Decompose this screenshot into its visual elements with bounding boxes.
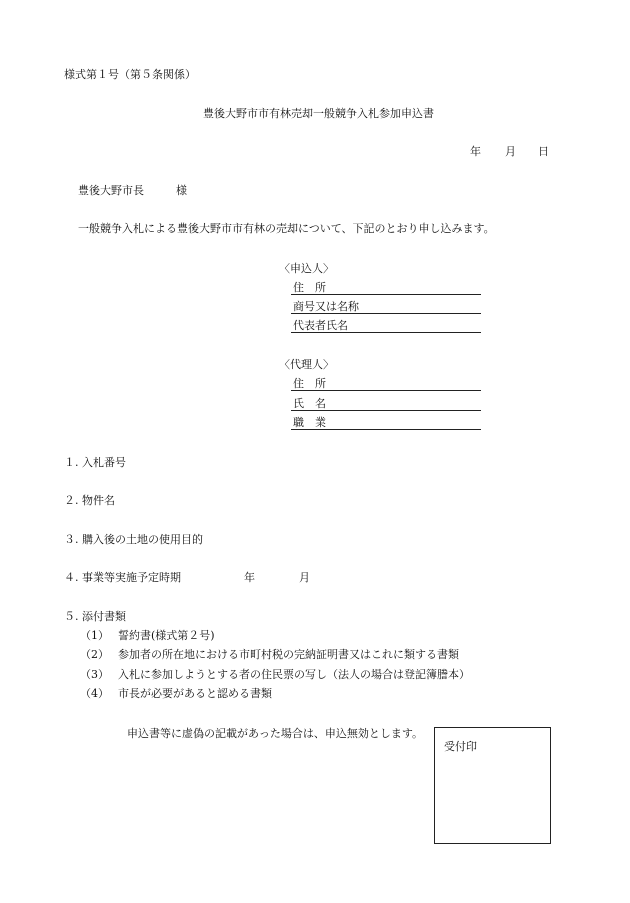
item-attachments: ５. 添付書類 bbox=[64, 610, 126, 623]
date-month-label: 月 bbox=[505, 145, 516, 158]
receipt-stamp-label: 受付印 bbox=[444, 740, 477, 753]
form-number: 様式第１号（第５条関係） bbox=[64, 68, 196, 81]
false-entry-warning: 申込書等に虚偽の記載があった場合は、申込無効とします。 bbox=[127, 727, 424, 740]
attachment-text: 入札に参加しようとする者の住民票の写し（法人の場合は登記簿謄本） bbox=[118, 668, 470, 681]
applicant-company-line[interactable] bbox=[291, 313, 481, 314]
agent-address-label: 住 所 bbox=[293, 377, 326, 390]
attachment-text: 市長が必要があると認める書類 bbox=[118, 687, 272, 700]
attachment-text: 参加者の所在地における市町村税の完納証明書又はこれに類する書類 bbox=[118, 648, 459, 661]
agent-address-line[interactable] bbox=[291, 390, 481, 391]
addressee-name: 豊後大野市長 bbox=[78, 184, 144, 197]
item-bid-number: １. 入札番号 bbox=[64, 456, 126, 469]
agent-name-label: 氏 名 bbox=[293, 397, 326, 410]
attachment-number: （2） bbox=[80, 648, 109, 661]
applicant-company-label: 商号又は名称 bbox=[293, 300, 359, 313]
applicant-address-label: 住 所 bbox=[293, 281, 326, 294]
applicant-address-line[interactable] bbox=[291, 294, 481, 295]
item-period-year-label: 年 bbox=[244, 571, 255, 584]
receipt-stamp-box bbox=[434, 727, 551, 844]
applicant-heading: 〈申込人〉 bbox=[279, 262, 334, 275]
date-day-label: 日 bbox=[538, 145, 549, 158]
attachment-number: （4） bbox=[80, 687, 109, 700]
applicant-representative-label: 代表者氏名 bbox=[293, 319, 348, 332]
item-period-month-label: 月 bbox=[299, 571, 310, 584]
applicant-representative-line[interactable] bbox=[291, 332, 481, 333]
attachment-number: （3） bbox=[80, 668, 109, 681]
item-property-name: ２. 物件名 bbox=[64, 494, 115, 507]
agent-occupation-line[interactable] bbox=[291, 429, 481, 430]
date-year-label: 年 bbox=[470, 145, 481, 158]
item-land-use-purpose: ３. 購入後の土地の使用目的 bbox=[64, 533, 203, 546]
item-implementation-period: ４. 事業等実施予定時期 bbox=[64, 571, 181, 584]
attachment-number: （1） bbox=[80, 629, 109, 642]
attachment-text: 誓約書(様式第２号) bbox=[118, 629, 215, 642]
intro-text: 一般競争入札による豊後大野市市有林の売却について、下記のとおり申し込みます。 bbox=[78, 222, 495, 235]
agent-heading: 〈代理人〉 bbox=[279, 358, 334, 371]
agent-occupation-label: 職 業 bbox=[293, 416, 326, 429]
addressee-honorific: 様 bbox=[176, 184, 187, 197]
agent-name-line[interactable] bbox=[291, 410, 481, 411]
document-title: 豊後大野市市有林売却一般競争入札参加申込書 bbox=[203, 107, 434, 120]
